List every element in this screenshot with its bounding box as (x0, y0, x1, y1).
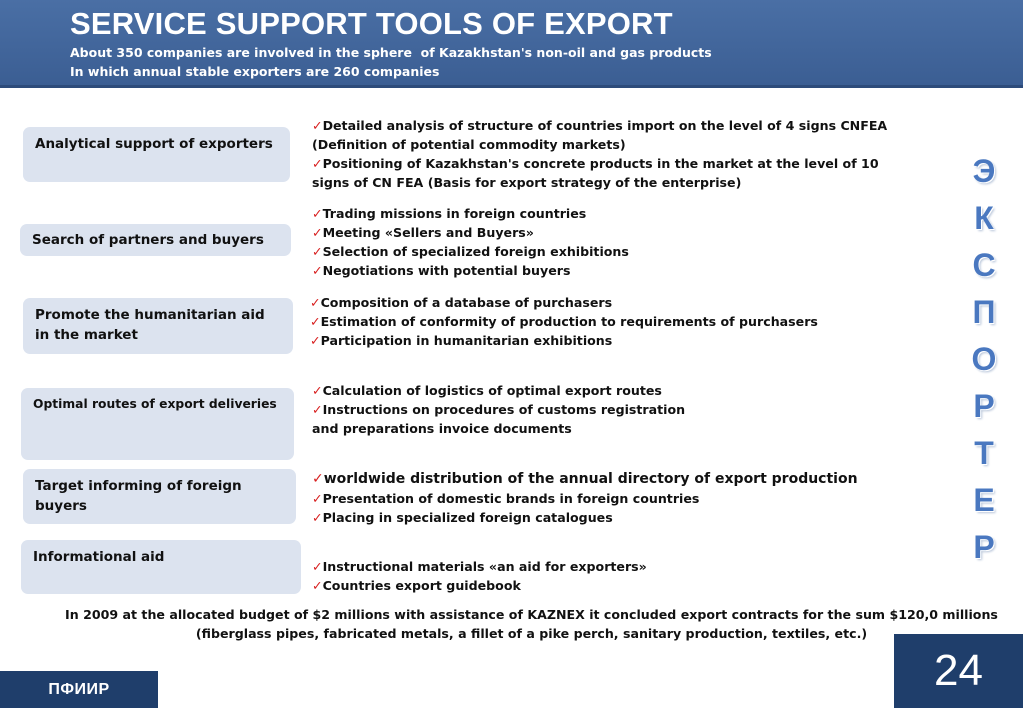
check-icon: ✓ (312, 383, 323, 398)
vertical-letter: К (974, 200, 994, 236)
list-item: ✓Participation in humanitarian exhibitions (310, 333, 613, 348)
subtitle-line-1: About 350 companies are involved in the sphere of Kazakhstan's non-oil and gas products (70, 45, 712, 60)
check-icon: ✓ (312, 510, 323, 525)
header-banner (0, 0, 1023, 88)
organization-logo-bar (0, 671, 158, 708)
vertical-letter: Р (973, 388, 995, 424)
list-item: ✓Negotiations with potential buyers (312, 263, 571, 278)
check-icon: ✓ (312, 491, 323, 506)
check-icon: ✓ (312, 156, 323, 171)
row-label-text: Search of partners and buyers (32, 232, 264, 248)
check-icon: ✓ (312, 559, 323, 574)
check-icon: ✓ (312, 471, 324, 487)
check-icon: ✓ (312, 118, 323, 133)
page-number-box (894, 634, 1023, 708)
list-item: ✓Instructional materials «an aid for exporters» (312, 559, 647, 574)
list-item: ✓Positioning of Kazakhstan's concrete products in the market at the level of 10 signs of CN FEA (Basis for export strategy of the enterprise) (312, 156, 879, 190)
check-icon: ✓ (312, 225, 323, 240)
list-item: ✓Instructions on procedures of customs registration (312, 402, 686, 417)
page-number: 24 (934, 646, 983, 695)
bullet-list-informational (312, 557, 647, 595)
bullet-list-routes (312, 381, 685, 438)
bullet-list-analytical (312, 116, 912, 192)
check-icon: ✓ (310, 314, 321, 329)
row-label-target-informing (23, 469, 296, 524)
check-icon: ✓ (312, 402, 323, 417)
bullet-list-search (312, 204, 629, 280)
page-title: SERVICE SUPPORT TOOLS OF EXPORT (70, 6, 673, 41)
row-label-humanitarian-aid (23, 298, 293, 354)
bullet-list-informing (312, 470, 858, 527)
organization-name: ПФИИР (48, 680, 110, 698)
list-item: ✓Placing in specialized foreign catalogues (312, 510, 613, 525)
list-item: ✓Countries export guidebook (312, 578, 521, 593)
list-item: ✓Estimation of conformity of production to requirements of purchasers (310, 314, 818, 329)
vertical-letter: С (972, 247, 996, 283)
vertical-letter: Э (972, 153, 996, 189)
check-icon: ✓ (312, 578, 323, 593)
check-icon: ✓ (312, 263, 323, 278)
vertical-word-exporter (966, 148, 1002, 571)
list-item: ✓Detailed analysis of structure of countries import on the level of 4 signs CNFEA (Definition of potential commodity markets) (312, 118, 888, 152)
row-label-optimal-routes (21, 388, 294, 460)
list-item: ✓Meeting «Sellers and Buyers» (312, 225, 534, 240)
list-item: ✓worldwide distribution of the annual directory of export production (312, 471, 858, 487)
vertical-letter: Е (973, 482, 995, 518)
subtitle-line-2: In which annual stable exporters are 260 companies (70, 64, 440, 79)
check-icon: ✓ (310, 295, 321, 310)
footnote-line-2: (fiberglass pipes, fabricated metals, a fillet of a pike perch, sanitary production, textiles, etc.) (195, 626, 868, 641)
list-item: ✓Presentation of domestic brands in foreign countries (312, 491, 700, 506)
vertical-letter: Т (974, 435, 994, 471)
bullet-list-humanitarian (310, 293, 818, 350)
check-icon: ✓ (310, 333, 321, 348)
row-label-analytical-support (23, 127, 290, 182)
row-label-text: Analytical support of exporters (35, 136, 273, 152)
list-item: ✓Composition of a database of purchasers (310, 295, 613, 310)
vertical-letter: Р (973, 529, 995, 565)
row-label-search-partners (20, 224, 291, 256)
row-label-text: Promote the humanitarian aid in the market (35, 307, 265, 343)
vertical-letter: О (971, 341, 997, 377)
summary-footnote (0, 605, 1023, 643)
row-label-text: Optimal routes of export deliveries (33, 397, 277, 411)
list-item-continuation: and preparations invoice documents (312, 421, 572, 436)
footnote-line-1: In 2009 at the allocated budget of $2 millions with assistance of KAZNEX it concluded export contracts for the sum $120,0 millions (65, 607, 998, 622)
row-label-text: Target informing of foreign buyers (35, 478, 242, 514)
check-icon: ✓ (312, 206, 323, 221)
list-item: ✓Trading missions in foreign countries (312, 206, 587, 221)
list-item: ✓Calculation of logistics of optimal export routes (312, 383, 662, 398)
list-item: ✓Selection of specialized foreign exhibitions (312, 244, 629, 259)
vertical-letter: П (972, 294, 996, 330)
check-icon: ✓ (312, 244, 323, 259)
row-label-informational-aid (21, 540, 301, 594)
row-label-text: Informational aid (33, 549, 165, 565)
